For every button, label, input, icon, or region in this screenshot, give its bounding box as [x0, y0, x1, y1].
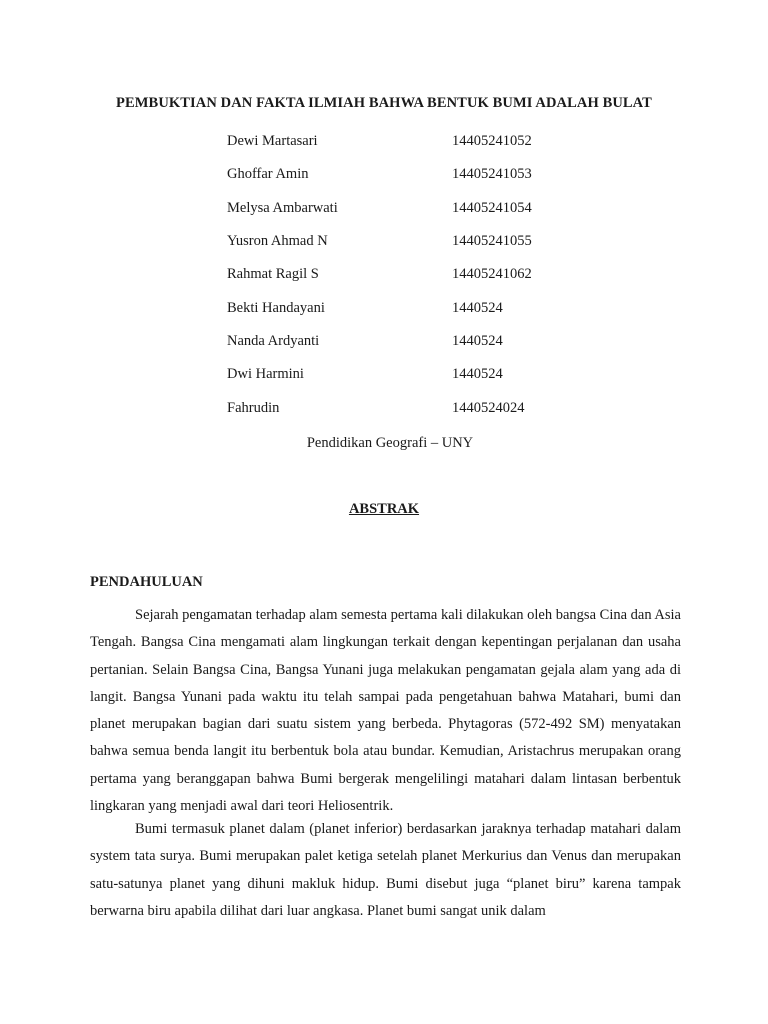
author-name: Nanda Ardyanti — [227, 333, 320, 349]
author-row — [227, 166, 587, 186]
author-name: Melysa Ambarwati — [227, 200, 338, 216]
author-id: 14405241055 — [452, 233, 532, 249]
section-heading: PENDAHULUAN — [90, 574, 203, 590]
author-name: Fahrudin — [227, 400, 280, 416]
author-row — [227, 400, 587, 420]
author-id: 14405241062 — [452, 266, 532, 282]
author-row — [227, 333, 587, 353]
author-id: 14405241053 — [452, 166, 532, 182]
author-name: Dwi Harmini — [227, 366, 304, 382]
author-id: 14405241054 — [452, 200, 532, 216]
author-row — [227, 200, 587, 220]
document-title: PEMBUKTIAN DAN FAKTA ILMIAH BAHWA BENTUK BUMI ADALAH BULAT — [116, 95, 652, 111]
author-row — [227, 133, 587, 153]
author-row — [227, 266, 587, 286]
author-name: Yusron Ahmad N — [227, 233, 328, 249]
author-id: 1440524024 — [452, 400, 525, 416]
author-id: 1440524 — [452, 366, 503, 382]
body-paragraph: Sejarah pengamatan terhadap alam semesta pertama kali dilakukan oleh bangsa Cina dan Asia Tengah. Bangsa Cina mengamati alam lingkungan terkait dengan kepentingan perjalanan dan usaha pertanian. Selain Bangsa Cina, Bangsa Yunani juga melakukan pengamatan gejala alam yang ada di langit. Bangsa Yunani pada waktu itu telah sampai pada pengetahuan bahwa Matahari, bumi dan planet merupakan bagian dari suatu sistem yang berbeda. Phytagoras (572-492 SM) menyatakan bahwa semua benda langit itu berbentuk bola atau bundar. Kemudian, Aristachrus merupakan orang pertama yang beranggapan bahwa Bumi bergerak mengelilingi matahari dalam lintasan berbentuk lingkaran yang menjadi awal dari teori Heliosentrik. — [90, 607, 681, 815]
author-name: Bekti Handayani — [227, 300, 325, 316]
author-row — [227, 300, 587, 320]
author-id: 1440524 — [452, 333, 503, 349]
author-id: 1440524 — [452, 300, 503, 316]
author-name: Ghoffar Amin — [227, 166, 309, 182]
author-row — [227, 366, 587, 386]
author-id: 14405241052 — [452, 133, 532, 149]
author-row — [227, 233, 587, 253]
author-name: Dewi Martasari — [227, 133, 318, 149]
affiliation: Pendidikan Geografi – UNY — [306, 435, 474, 451]
author-name: Rahmat Ragil S — [227, 266, 319, 282]
abstract-heading: ABSTRAK — [348, 501, 420, 517]
body-paragraph: Bumi termasuk planet dalam (planet inferior) berdasarkan jaraknya terhadap matahari dalam system tata surya. Bumi merupakan palet ketiga setelah planet Merkurius dan Venus dan merupakan satu-satunya planet yang dihuni makluk hidup. Bumi disebut juga “planet biru” karena tampak berwarna biru apabila dilihat dari luar angkasa. Planet bumi sangat unik dalam — [90, 821, 681, 919]
